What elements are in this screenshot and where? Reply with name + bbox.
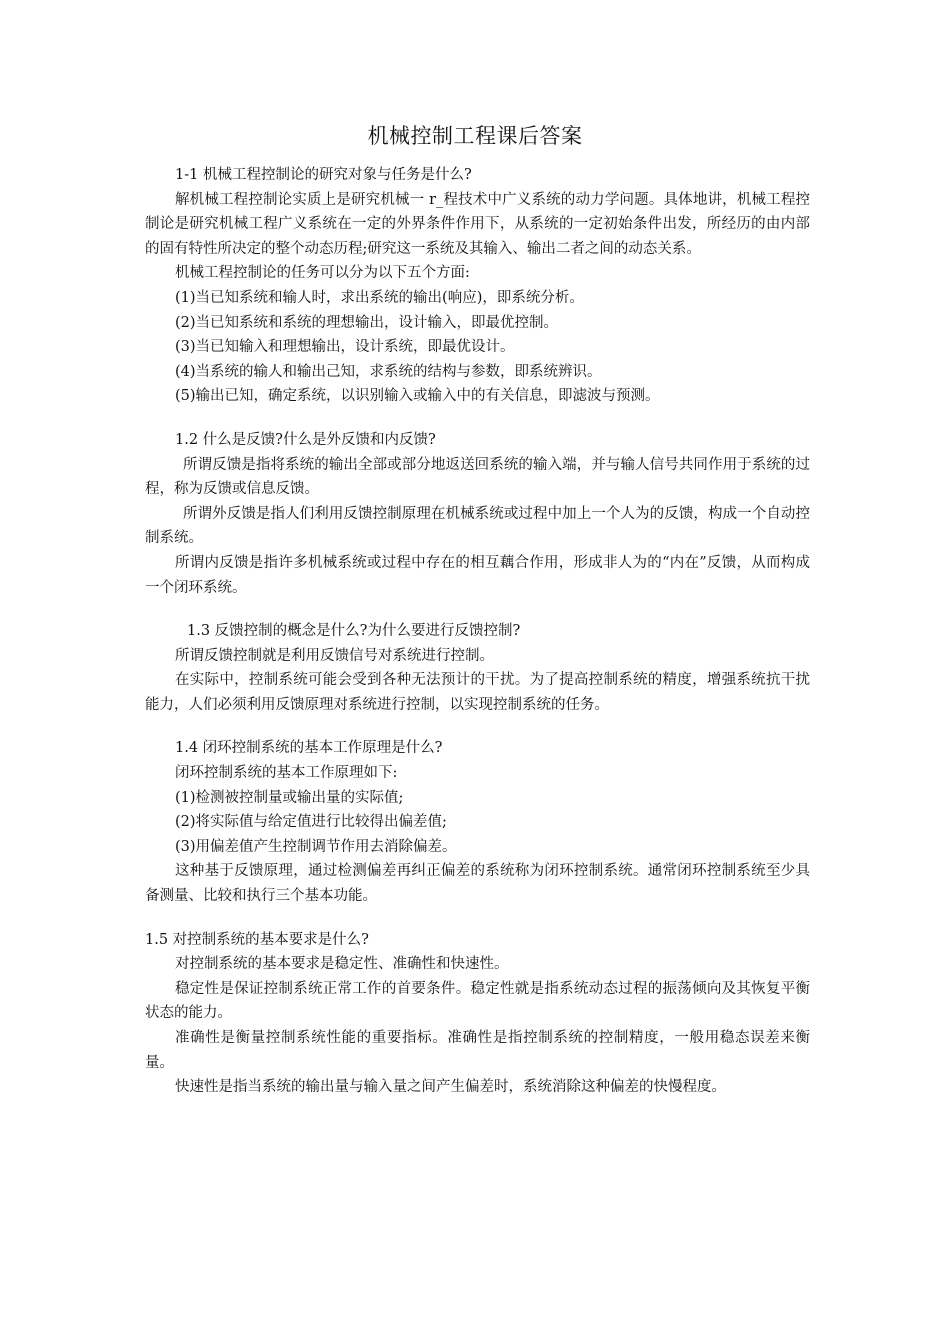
list-item: (4)当系统的输人和输出己知，求系统的结构与参数，即系统辨识。: [175, 363, 602, 380]
list-item: (2)当已知系统和系统的理想输出，设计输入，即最优控制。: [175, 314, 559, 331]
answer-1-1-para-2: 机械工程控制论的任务可以分为以下五个方面:: [175, 265, 470, 282]
answer-1-2-para-1: 所谓反馈是指将系统的输出全部或部分地返送回系统的输入端，并与输人信号共同作用于系统的过程，称为反馈或信息反馈。: [145, 456, 810, 498]
list-item: (3)当已知输入和理想输出，设计系统，即最优设计。: [175, 339, 515, 356]
list-item: (1)检测被控制量或输出量的实际值;: [175, 789, 404, 806]
answer-1-4-para-2: 这种基于反馈原理，通过检测偏差再纠正偏差的系统称为闭环控制系统。通常闭环控制系统至少具备测量、比较和执行三个基本功能。: [145, 863, 810, 905]
question-1-1: 1-1 机械工程控制论的研究对象与任务是什么?: [175, 167, 472, 183]
list-item: (1)当已知系统和输人时，求出系统的输出(响应)，即系统分析。: [175, 289, 584, 306]
answer-1-1-para-1: 解机械工程控制论实质上是研究机械一 r_程技术中广义系统的动力学问题。具体地讲，机械工程控制论是研究机械工程广义系统在一定的外界条件作用下，从系统的一定初始条件出发，所经历的由内部的固有特性所决定的整个动态历程;研究这一系统及其输入、输出二者之间的动态关系。: [145, 191, 810, 257]
answer-1-2-para-2: 所谓外反馈是指人们利用反馈控制原理在机械系统或过程中加上一个人为的反馈，构成一个自动控制系统。: [145, 505, 810, 547]
answer-1-5-para-2: 稳定性是保证控制系统正常工作的首要条件。稳定性就是指系统动态过程的振荡倾向及其恢复平衡状态的能力。: [145, 980, 810, 1022]
document-body: [145, 163, 810, 1100]
question-1-5: 1.5 对控制系统的基本要求是什么?: [145, 931, 369, 948]
question-1-3: 1.3 反馈控制的概念是什么?为什么要进行反馈控制?: [187, 623, 521, 640]
question-1-4: 1.4 闭环控制系统的基本工作原理是什么?: [175, 740, 443, 757]
answer-1-3-para-2: 在实际中，控制系统可能会受到各种无法预计的干扰。为了提高控制系统的精度，增强系统抗干扰能力，人们必须利用反馈原理对系统进行控制，以实现控制系统的任务。: [145, 672, 810, 713]
section-gap: [145, 409, 810, 428]
list-item: (5)输出已知，确定系统，以识别输入或输入中的有关信息，即滤波与预测。: [175, 388, 660, 405]
list-item: (3)用偏差值产生控制调节作用去消除偏差。: [175, 838, 457, 855]
section-gap: [145, 717, 810, 736]
page-title: 机械控制工程课后答案: [367, 124, 583, 148]
list-item: (2)将实际值与给定值进行比较得出偏差值;: [175, 814, 447, 831]
section-gap: [145, 909, 810, 928]
answer-1-4-para-1: 闭环控制系统的基本工作原理如下:: [175, 765, 398, 782]
answer-1-5-para-4: 快速性是指当系统的输出量与输入量之间产生偏差时，系统消除这种偏差的快慢程度。: [175, 1079, 726, 1096]
answer-1-3-para-1: 所谓反馈控制就是利用反馈信号对系统进行控制。: [175, 647, 494, 664]
section-gap: [145, 600, 810, 619]
answer-1-2-para-3: 所谓内反馈是指许多机械系统或过程中存在的相互藕合作用，形成非人为的“内在”反馈，从而构成一个闭环系统。: [145, 554, 810, 596]
answer-1-5-para-3: 准确性是衡量控制系统性能的重要指标。准确性是指控制系统的控制精度，一般用稳态误差来衡量。: [145, 1030, 810, 1071]
question-1-2: 1.2 什么是反馈?什么是外反馈和内反馈?: [175, 431, 436, 448]
answer-1-5-para-1: 对控制系统的基本要求是稳定性、准确性和快速性。: [175, 956, 509, 973]
